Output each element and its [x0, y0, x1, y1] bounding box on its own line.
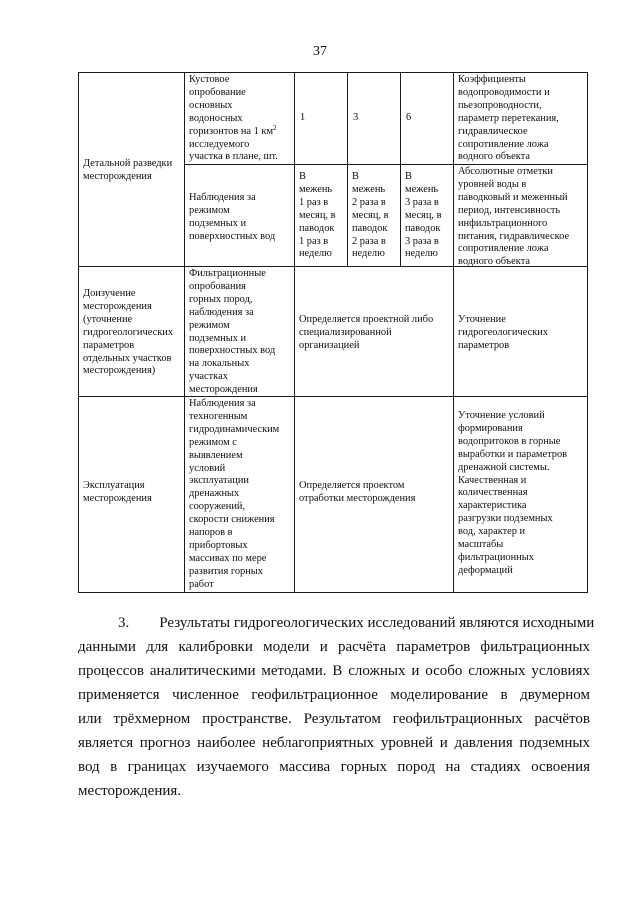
- work-observation-cell: Наблюдения за режимом подземных и поверхностных вод: [189, 192, 276, 242]
- pumping-volume-2: 3: [353, 112, 359, 123]
- page-number: 37: [313, 44, 327, 59]
- paragraph-line: процессов аналитическими методами. В сложных и особо сложных условиях: [78, 663, 590, 679]
- observation-frequency-1: В межень 1 раз в месяц, в паводок 1 раз в неделю: [299, 171, 336, 260]
- col-divider-4: [400, 72, 401, 266]
- stage-additional-cell: Доизучение месторождения (уточнение гидрогеологических параметров отдельных участков месторождения): [83, 288, 174, 377]
- result-operation-cell: Уточнение условий формирования водопритоков в горные выработки и параметров дренажной системы. Качественная и количественная характеристика разгрузки подземных вод, характер и масштабы фильтрационных деформаций: [458, 410, 568, 576]
- body-paragraph-3: [78, 613, 595, 803]
- table-border-top: [78, 72, 588, 73]
- table-border-right: [587, 72, 588, 593]
- work-operation-cell: Наблюдения за техногенным гидродинамическим режимом с выявлением условий эксплуатации дренажных сооружений, скорости снижения напоров в прибортовых массивах по мере развития горных работ: [189, 398, 280, 590]
- table-border-left: [78, 72, 79, 593]
- observation-frequency-2: В межень 2 раза в месяц, в паводок 2 раза в неделю: [352, 171, 389, 260]
- work-additional-cell: Фильтрационные опробования горных пород, наблюдения за режимом подземных и поверхностных вод на локальных участках месторождения: [189, 268, 276, 396]
- result-additional-cell: Уточнение гидрогеологических параметров: [458, 314, 549, 351]
- observation-frequency-3: В межень 3 раза в месяц, в паводок 3 раза в неделю: [405, 171, 442, 260]
- work-pumping-text-rest: исследуемого участка в плане, шт.: [189, 138, 278, 163]
- pumping-volume-1: 1: [300, 112, 306, 123]
- work-pumping-text: Кустовое опробование основных водоносных горизонтов на 1 км: [189, 74, 274, 137]
- col-divider-5: [453, 72, 454, 593]
- paragraph-line: вод в границах изучаемого массива горных пород на стадиях освоения: [78, 759, 590, 775]
- hydrogeology-works-table: [78, 72, 588, 593]
- volume-additional-cell: Определяется проектной либо специализированной организацией: [299, 314, 434, 351]
- pumping-volume-3: 6: [406, 112, 412, 123]
- volume-operation-cell: Определяется проектом отработки месторождения: [299, 480, 416, 504]
- paragraph-line: месторождения.: [78, 783, 182, 799]
- row-divider-2: [78, 396, 588, 397]
- paragraph-line: является прогноз наиболее неблагоприятных уровней и давления подземных: [78, 735, 590, 751]
- paragraph-line: 3. Результаты гидрогеологических исследований являются исходными: [118, 615, 595, 631]
- col-divider-3: [347, 72, 348, 266]
- stage-detailed-cell: Детальной разведки месторождения: [83, 158, 173, 182]
- paragraph-line: или трёхмерном пространстве. Результатом геофильтрационных расчётов: [78, 711, 590, 727]
- stage-operation-cell: Эксплуатация месторождения: [83, 480, 152, 504]
- table-border-bottom: [78, 592, 588, 593]
- work-pumping-cell: [189, 74, 278, 164]
- pumping-result-cell: Коэффициенты водопроводимости и пьезопроводности, параметр перетекания, гидравлическое сопротивление ложа водного объекта: [458, 74, 559, 163]
- observation-result-cell: Абсолютные отметки уровней воды в паводковый и меженный период, интенсивность инфильтрационного питания, гидравлическое сопротивление ложа водного объекта: [458, 166, 570, 268]
- col-divider-1: [184, 72, 185, 593]
- paragraph-line: применяется численное геофильтрационное моделирование в двумерном: [78, 687, 590, 703]
- work-pumping-unit-exponent: 2: [273, 123, 277, 132]
- col-divider-2: [294, 72, 295, 593]
- paragraph-line: данными для калибровки модели и расчёта параметров фильтрационных: [78, 639, 590, 655]
